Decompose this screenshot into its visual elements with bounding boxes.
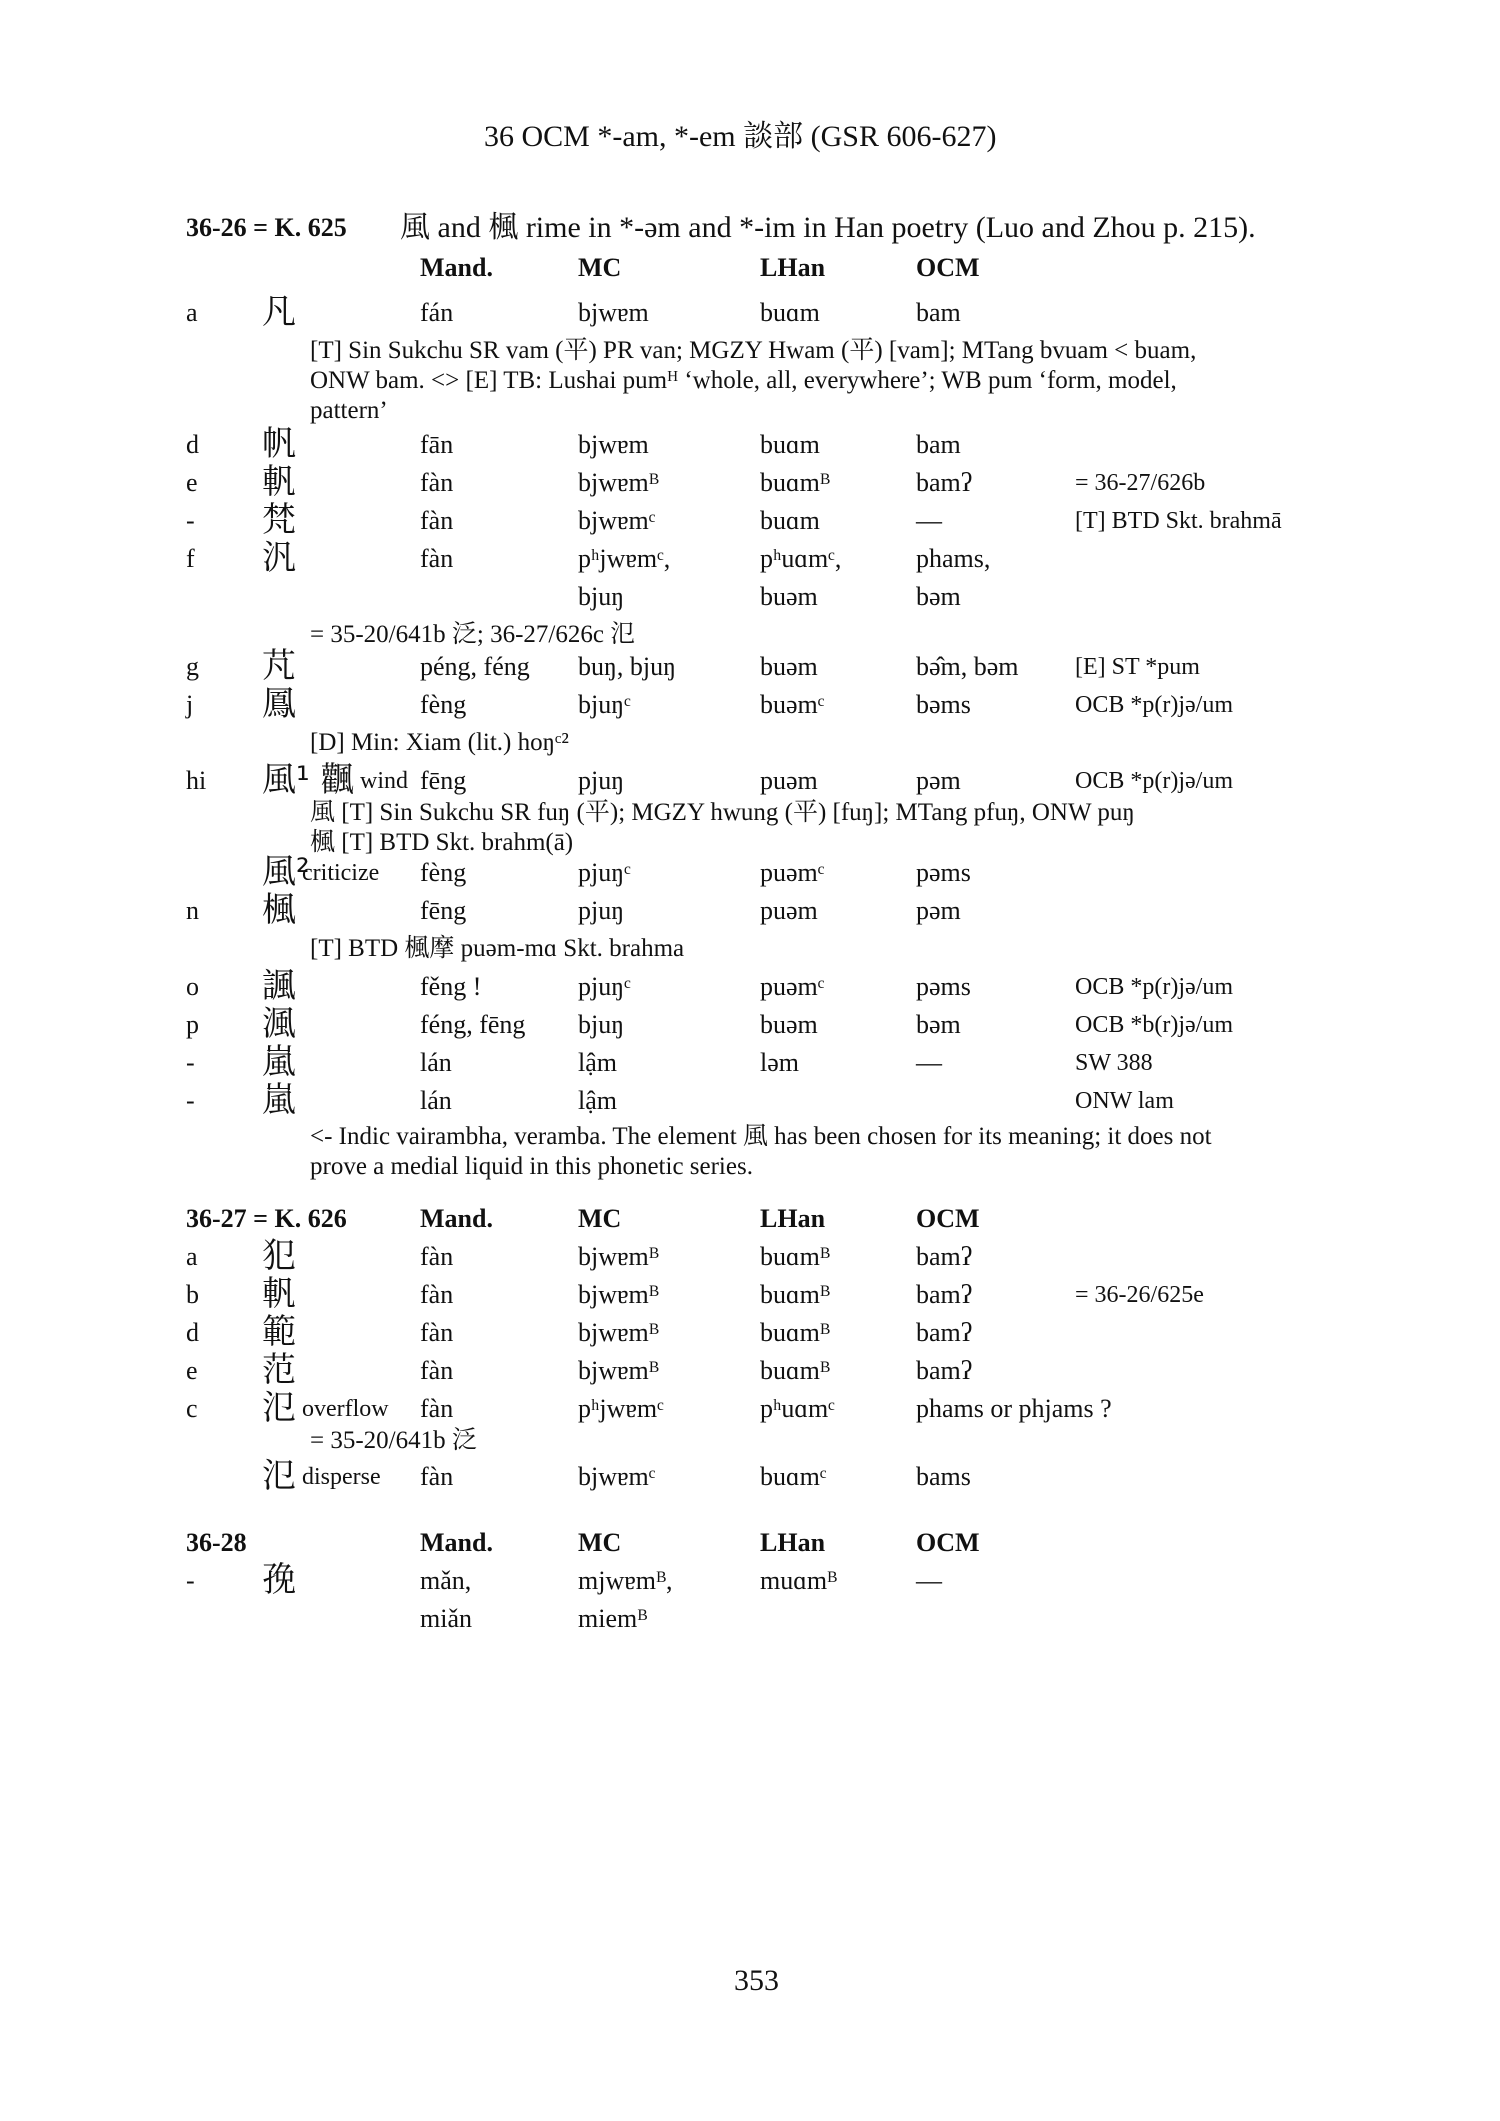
later-han: buɑm (760, 298, 820, 327)
old-chinese: pəms (916, 858, 971, 887)
entry-note: prove a medial liquid in this phonetic series. (310, 1153, 753, 1180)
later-han: buɑmᴮ (760, 1242, 830, 1271)
entry-character: 嵐 (262, 1042, 296, 1082)
section-intro: 風 and 楓 rime in *-əm and *-im in Han poetry (Luo and Zhou p. 215). (400, 211, 1256, 244)
later-han: buɑmᴮ (760, 1280, 830, 1309)
middle-chinese: bjwɐm (578, 430, 649, 459)
mandarin-reading: lán (420, 1048, 452, 1077)
middle-chinese: bjwɐmᶜ (578, 1462, 656, 1491)
middle-chinese: bjuŋᶜ (578, 690, 631, 719)
entry-key: d (186, 430, 199, 459)
middle-chinese: bjwɐmᴮ (578, 1318, 659, 1347)
later-han: buəmᶜ (760, 690, 825, 719)
mandarin-reading: mǎn, (420, 1566, 472, 1595)
entry-remark: OCB *p(r)jə/um (1075, 768, 1233, 794)
mandarin-reading: fān (420, 430, 454, 459)
old-chinese: bams (916, 1462, 971, 1491)
column-header: Mand. (420, 1204, 493, 1233)
entry-note: [T] Sin Sukchu SR vam (平) PR van; MGZY Hwam (平) [vam]; MTang bvuam < buam, (310, 337, 1197, 364)
mandarin-reading: fèng (420, 858, 467, 887)
entry-key: j (186, 690, 194, 719)
mandarin-reading: lán (420, 1086, 452, 1115)
middle-chinese: bjwɐmᴮ (578, 1356, 659, 1385)
column-header: MC (578, 1528, 622, 1557)
entry-character: 渢 (262, 1004, 296, 1044)
column-header: MC (578, 1204, 622, 1233)
old-chinese: bəm (916, 1010, 961, 1039)
entry-note: [D] Min: Xiam (lit.) hoŋᶜ² (310, 729, 569, 756)
entry-gloss: wind (360, 768, 408, 794)
entry-remark: OCB *b(r)jə/um (1075, 1012, 1233, 1038)
entry-character: 範 (262, 1312, 296, 1352)
later-han: buɑmᶜ (760, 1462, 827, 1491)
entry-gloss: criticize (302, 860, 380, 886)
mandarin-reading: péng, féng (420, 652, 530, 681)
mandarin-reading: fán (420, 298, 454, 327)
entry-key: a (186, 298, 198, 327)
mandarin-reading: fàn (420, 544, 454, 573)
later-han: buɑmᴮ (760, 1356, 830, 1385)
later-han: buɑmᴮ (760, 468, 830, 497)
later-han: muɑmᴮ (760, 1566, 838, 1595)
later-han: pʰuɑmᶜ (760, 1394, 835, 1423)
entry-remark: = 36-26/625e (1075, 1282, 1204, 1308)
entry-note: [T] BTD 楓摩 puəm-mɑ Skt. brahma (310, 935, 685, 962)
entry-character: 鳳 (262, 684, 296, 724)
later-han: buəm (760, 582, 818, 611)
mandarin-reading: fèng (420, 690, 467, 719)
section-id: 36-28 (186, 1528, 247, 1557)
entry-character: 諷 (262, 966, 296, 1006)
entry-key: p (186, 1010, 199, 1039)
middle-chinese: bjwɐm (578, 298, 649, 327)
section-id: 36-26 = K. 625 (186, 213, 347, 242)
section-id: 36-27 = K. 626 (186, 1204, 347, 1233)
later-han: puəm (760, 896, 818, 925)
old-chinese: bamʔ (916, 1242, 973, 1271)
entry-key: e (186, 1356, 198, 1385)
entry-remark: [T] BTD Skt. brahmā (1075, 508, 1282, 534)
middle-chinese: bjuŋ (578, 582, 625, 611)
entry-key: - (186, 1086, 195, 1115)
old-chinese: bə̂m, bəm (916, 652, 1019, 681)
entry-character: 犯 (262, 1236, 296, 1276)
old-chinese: phams, (916, 544, 991, 573)
entry-character: 氾 (262, 1456, 296, 1496)
mandarin-reading: fàn (420, 1356, 454, 1385)
column-header: LHan (760, 1528, 826, 1557)
page-number: 353 (734, 1964, 779, 1997)
entry-remark: SW 388 (1075, 1050, 1153, 1076)
entry-key: d (186, 1318, 199, 1347)
mandarin-reading: fēng (420, 766, 467, 795)
column-header: OCM (916, 1528, 980, 1557)
old-chinese: pəm (916, 766, 961, 795)
middle-chinese: buŋ, bjuŋ (578, 652, 676, 681)
entry-character: 軓 (262, 462, 296, 502)
mandarin-reading: fàn (420, 1242, 454, 1271)
old-chinese: — (916, 1048, 942, 1077)
old-chinese: bam (916, 430, 961, 459)
entry-character: 㝃 (262, 1560, 296, 1600)
entry-key: f (186, 544, 195, 573)
middle-chinese: bjwɐmᶜ (578, 506, 656, 535)
entry-key: b (186, 1280, 199, 1309)
middle-chinese: bjwɐmᴮ (578, 468, 659, 497)
old-chinese: pəms (916, 972, 971, 1001)
later-han: puəmᶜ (760, 972, 825, 1001)
column-header: LHan (760, 253, 826, 282)
middle-chinese: pjuŋ (578, 766, 625, 795)
mandarin-reading: fàn (420, 468, 454, 497)
old-chinese: bəms (916, 690, 971, 719)
column-header: Mand. (420, 1528, 493, 1557)
entry-note: = 35-20/641b 泛; 36-27/626c 氾 (310, 621, 636, 648)
entry-key: hi (186, 766, 207, 795)
middle-chinese: bjuŋ (578, 1010, 625, 1039)
entry-character: 氾 (262, 1388, 296, 1428)
entry-remark: = 36-27/626b (1075, 470, 1206, 496)
middle-chinese: pʰjwɐmᶜ (578, 1394, 664, 1423)
later-han: buəm (760, 1010, 818, 1039)
mandarin-reading: fēng (420, 896, 467, 925)
entry-character: 梵 (262, 500, 296, 540)
entry-key: o (186, 972, 199, 1001)
entry-key: - (186, 1048, 195, 1077)
column-header: OCM (916, 1204, 980, 1233)
entry-key: c (186, 1394, 198, 1423)
old-chinese: bamʔ (916, 468, 973, 497)
mandarin-reading: miǎn (420, 1604, 472, 1633)
entry-remark: [E] ST *pum (1075, 654, 1200, 680)
mandarin-reading: fàn (420, 1318, 454, 1347)
entry-key: e (186, 468, 198, 497)
entry-character: 芃 (262, 646, 296, 686)
entry-key: a (186, 1242, 198, 1271)
entry-note: 楓 [T] BTD Skt. brahm(ā) (310, 829, 574, 856)
later-han: pʰuɑmᶜ, (760, 544, 842, 573)
middle-chinese: bjwɐmᴮ (578, 1242, 659, 1271)
middle-chinese: bjwɐmᴮ (578, 1280, 659, 1309)
entry-note: pattern’ (310, 397, 388, 424)
entry-key: - (186, 506, 195, 535)
later-han: buɑm (760, 506, 820, 535)
entry-character: 嵐 (262, 1080, 296, 1120)
middle-chinese: mjwɐmᴮ, (578, 1566, 673, 1595)
entry-gloss: disperse (302, 1464, 381, 1490)
middle-chinese: pjuŋᶜ (578, 858, 631, 887)
middle-chinese: lậm (578, 1086, 617, 1115)
entry-character: 帆 (262, 424, 296, 464)
old-chinese: bamʔ (916, 1356, 973, 1385)
later-han: ləm (760, 1048, 799, 1077)
mandarin-reading: fěng ! (420, 972, 482, 1001)
entry-character: 汎 (262, 538, 296, 578)
entry-character: 軓 (262, 1274, 296, 1314)
old-chinese: — (916, 506, 942, 535)
mandarin-reading: fàn (420, 1394, 454, 1423)
old-chinese: pəm (916, 896, 961, 925)
later-han: buɑmᴮ (760, 1318, 830, 1347)
column-header: Mand. (420, 253, 493, 282)
entry-note: = 35-20/641b 泛 (310, 1427, 477, 1454)
entry-character: 凡 (262, 292, 296, 332)
middle-chinese: pʰjwɐmᶜ, (578, 544, 671, 573)
mandarin-reading: fàn (420, 506, 454, 535)
later-han: buəm (760, 652, 818, 681)
entry-character: 風² (262, 852, 310, 892)
mandarin-reading: fàn (420, 1280, 454, 1309)
old-chinese: bamʔ (916, 1280, 973, 1309)
old-chinese: bəm (916, 582, 961, 611)
entry-character: 風¹ 飌 (262, 760, 355, 800)
column-header: OCM (916, 253, 980, 282)
entry-character: 范 (262, 1350, 296, 1390)
entry-note: <- Indic vairambha, veramba. The element 風 has been chosen for its meaning; it does not (310, 1123, 1212, 1150)
entry-key: g (186, 652, 199, 681)
page-header: 36 OCM *-am, *-em 談部 (GSR 606-627) (484, 120, 997, 153)
entry-remark: ONW lam (1075, 1088, 1174, 1114)
column-header: MC (578, 253, 622, 282)
middle-chinese: miemᴮ (578, 1604, 648, 1633)
entry-remark: OCB *p(r)jə/um (1075, 692, 1233, 718)
old-chinese: phams or phjams ? (916, 1394, 1112, 1423)
entry-key: - (186, 1566, 195, 1595)
entry-character: 楓 (262, 890, 296, 930)
old-chinese: — (916, 1566, 942, 1595)
entry-note: 風 [T] Sin Sukchu SR fuŋ (平); MGZY hwung (平) [fuŋ]; MTang pfuŋ, ONW puŋ (310, 799, 1135, 826)
mandarin-reading: fàn (420, 1462, 454, 1491)
middle-chinese: lậm (578, 1048, 617, 1077)
later-han: puəm (760, 766, 818, 795)
old-chinese: bam (916, 298, 961, 327)
entry-gloss: overflow (302, 1396, 389, 1422)
column-header: LHan (760, 1204, 826, 1233)
entry-key: n (186, 896, 199, 925)
later-han: buɑm (760, 430, 820, 459)
entry-note: ONW bam. <> [E] TB: Lushai pumᴴ ‘whole, all, everywhere’; WB pum ‘form, model, (310, 367, 1177, 394)
entry-remark: OCB *p(r)jə/um (1075, 974, 1233, 1000)
middle-chinese: pjuŋᶜ (578, 972, 631, 1001)
middle-chinese: pjuŋ (578, 896, 625, 925)
mandarin-reading: féng, fēng (420, 1010, 526, 1039)
old-chinese: bamʔ (916, 1318, 973, 1347)
later-han: puəmᶜ (760, 858, 825, 887)
